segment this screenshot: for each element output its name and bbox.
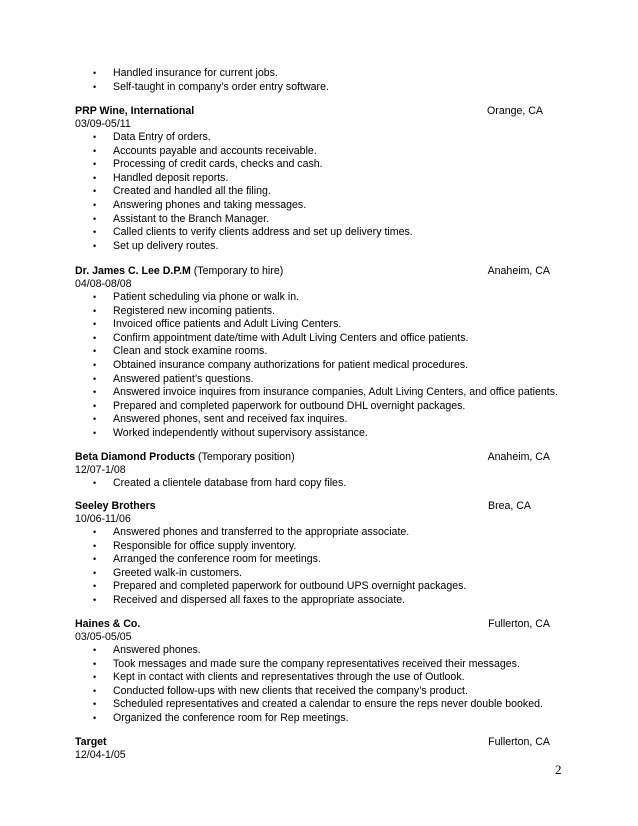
job-entry	[75, 104, 550, 253]
bullet-text: Self-taught in company’s order entry software.	[113, 80, 329, 93]
bullet-icon: •	[93, 132, 97, 142]
list-item	[93, 158, 550, 172]
bullet-icon: •	[93, 145, 97, 156]
duties-list	[75, 291, 558, 441]
bullet-icon: •	[93, 359, 97, 370]
bullet-icon: •	[93, 319, 97, 330]
list-item	[93, 305, 550, 319]
list-item	[93, 199, 550, 213]
bullet-text: Answering phones and taking messages.	[113, 198, 307, 211]
list-item	[93, 526, 550, 540]
bullet-icon: •	[93, 373, 97, 384]
bullet-text: Answered phones.	[113, 644, 201, 656]
bullet-icon: •	[93, 658, 97, 669]
bullet-icon: •	[93, 554, 97, 565]
job-header	[75, 104, 550, 118]
bullet-icon: •	[93, 685, 97, 696]
job-header	[75, 617, 550, 631]
job-header	[75, 735, 550, 749]
bullet-icon: •	[93, 427, 97, 438]
list-item	[93, 580, 550, 594]
bullet-text: Arranged the conference room for meetings.	[113, 553, 321, 566]
bullet-text: Organized the conference room for Rep meetings.	[113, 711, 349, 724]
company-note: (Temporary position)	[195, 451, 295, 463]
list-item	[93, 81, 329, 95]
bullet-text: Answered phones, sent and received fax inquires.	[113, 413, 348, 426]
bullet-icon: •	[93, 81, 97, 92]
bullet-icon: •	[93, 699, 97, 710]
bullet-text: Greeted walk-in customers.	[113, 566, 242, 579]
bullet-icon: •	[93, 172, 97, 183]
bullet-icon: •	[93, 186, 97, 197]
bullet-text: Kept in contact with clients and representatives through the use of Outlook.	[113, 671, 465, 684]
bullet-text: Answered patient’s questions.	[113, 372, 254, 385]
list-item	[93, 67, 329, 81]
list-item	[93, 540, 550, 554]
list-item	[93, 671, 550, 685]
job-entry	[75, 617, 550, 726]
bullet-icon: •	[93, 414, 97, 425]
bullet-text: Responsible for office supply inventory.	[113, 539, 297, 552]
bullet-icon: •	[93, 712, 97, 723]
bullet-text: Accounts payable and accounts receivable.	[113, 144, 317, 157]
bullet-icon: •	[93, 567, 97, 578]
list-item	[93, 291, 550, 305]
job-location: Anaheim, CA	[487, 265, 550, 277]
list-item	[93, 685, 550, 699]
job-entry	[75, 735, 550, 762]
list-item	[93, 172, 550, 186]
company-name: Beta Diamond Products	[75, 451, 196, 463]
bullet-text: Invoiced office patients and Adult Living Centers.	[113, 318, 342, 331]
bullet-icon: •	[93, 478, 97, 488]
list-item	[93, 373, 550, 387]
job-header	[75, 264, 550, 278]
bullet-text: Answered phones and transferred to the appropriate associate.	[113, 526, 410, 538]
list-item	[93, 131, 550, 145]
list-item	[93, 698, 550, 712]
job-header	[75, 450, 550, 464]
job-entry	[75, 450, 550, 491]
bullet-text: Called clients to verify clients address and set up delivery times.	[113, 226, 413, 239]
bullet-text: Worked independently without supervisory assistance.	[113, 426, 368, 439]
bullet-text: Data Entry of orders.	[113, 131, 211, 143]
job-entry	[75, 264, 558, 441]
job-header	[75, 499, 550, 513]
list-item	[93, 386, 558, 400]
bullet-text: Handled deposit reports.	[113, 171, 229, 184]
list-item	[93, 553, 550, 567]
bullet-icon: •	[93, 199, 97, 210]
bullet-text: Received and dispersed all faxes to the appropriate associate.	[113, 593, 406, 606]
bullet-icon: •	[93, 581, 97, 592]
bullet-text: Confirm appointment date/time with Adult Living Centers and office patients.	[113, 331, 469, 344]
bullet-text: Registered new incoming patients.	[113, 304, 275, 317]
bullet-text: Conducted follow-ups with new clients that received the company’s product.	[113, 684, 468, 697]
bullet-text: Assistant to the Branch Manager.	[113, 212, 270, 225]
job-entry	[75, 499, 550, 608]
bullet-text: Patient scheduling via phone or walk in.	[113, 291, 300, 303]
company-name: Haines & Co.	[75, 618, 141, 630]
duties-list	[75, 644, 550, 726]
job-dates: 04/08-08/08	[75, 278, 132, 290]
job-dates: 10/06-11/06	[75, 513, 131, 525]
page-number: 2	[555, 762, 562, 777]
bullet-text: Scheduled representatives and created a calendar to ensure the reps never double booked.	[113, 698, 543, 711]
list-item	[93, 359, 550, 373]
bullet-text: Obtained insurance company authorizations for patient medical procedures.	[113, 358, 469, 371]
job-location: Anaheim, CA	[487, 451, 550, 463]
job-dates: 12/04-1/05	[75, 749, 126, 761]
bullet-icon: •	[93, 292, 97, 302]
bullet-icon: •	[93, 672, 97, 683]
job-dates: 03/09-05/11	[75, 118, 131, 130]
bullet-icon: •	[93, 346, 97, 357]
list-item	[93, 213, 550, 227]
company-name: Target	[75, 736, 107, 748]
continued-bullet-list	[93, 67, 329, 94]
bullet-text: Created and handled all the filing.	[113, 185, 271, 198]
company-name: Dr. James C. Lee D.P.M	[75, 265, 191, 277]
list-item	[93, 145, 550, 159]
bullet-text: Set up delivery routes.	[113, 239, 219, 252]
bullet-text: Took messages and made sure the company representatives received their messages.	[113, 657, 520, 670]
list-item	[93, 658, 550, 672]
company-name: PRP Wine, International	[75, 105, 195, 117]
job-location: Brea, CA	[488, 500, 531, 512]
duties-list	[75, 477, 550, 491]
company-name: Seeley Brothers	[75, 500, 156, 512]
job-location: Fullerton, CA	[488, 736, 550, 748]
list-item	[93, 567, 550, 581]
bullet-text: Created a clientele database from hard copy files.	[113, 477, 347, 489]
bullet-text: Clean and stock examine rooms.	[113, 345, 268, 358]
bullet-icon: •	[93, 240, 97, 251]
bullet-icon: •	[93, 332, 97, 343]
bullet-icon: •	[93, 68, 97, 78]
bullet-icon: •	[93, 594, 97, 605]
duties-list	[75, 131, 550, 253]
bullet-icon: •	[93, 159, 97, 170]
bullet-icon: •	[93, 540, 97, 551]
bullet-icon: •	[93, 400, 97, 411]
bullet-icon: •	[93, 645, 97, 655]
bullet-icon: •	[93, 213, 97, 224]
list-item	[93, 712, 550, 726]
bullet-text: Prepared and completed paperwork for outbound UPS overnight packages.	[113, 580, 467, 593]
job-dates: 12/07-1/08	[75, 464, 126, 476]
list-item	[93, 644, 550, 658]
company-note: (Temporary to hire)	[190, 265, 284, 277]
job-location: Fullerton, CA	[488, 618, 550, 630]
job-dates: 03/05-05/05	[75, 631, 132, 643]
duties-list	[75, 526, 550, 608]
bullet-text: Processing of credit cards, checks and cash.	[113, 158, 323, 171]
list-item	[93, 318, 550, 332]
list-item	[93, 427, 550, 441]
job-location: Orange, CA	[487, 105, 543, 117]
list-item	[93, 345, 550, 359]
list-item	[93, 594, 550, 608]
bullet-text: Handled insurance for current jobs.	[113, 67, 278, 79]
bullet-icon: •	[93, 227, 97, 238]
list-item	[93, 332, 550, 346]
bullet-icon: •	[93, 387, 97, 398]
list-item	[93, 226, 550, 240]
bullet-icon: •	[93, 305, 97, 316]
list-item	[93, 400, 550, 414]
list-item	[93, 240, 550, 254]
bullet-text: Prepared and completed paperwork for outbound DHL overnight packages.	[113, 399, 466, 412]
list-item	[93, 413, 550, 427]
bullet-icon: •	[93, 527, 97, 537]
list-item	[93, 477, 550, 491]
list-item	[93, 185, 550, 199]
bullet-text: Answered invoice inquires from insurance companies, Adult Living Centers, and office patients.	[113, 386, 558, 399]
